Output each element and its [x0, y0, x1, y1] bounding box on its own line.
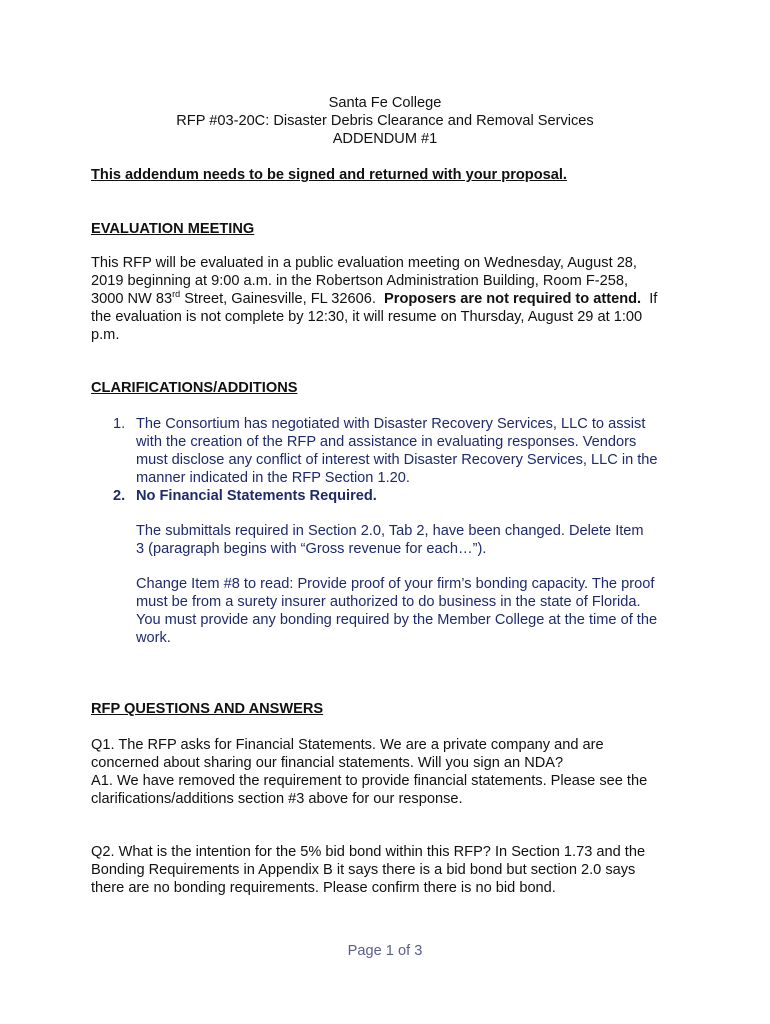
paragraph-line: The submittals required in Section 2.0, Tab 2, have been changed. Delete Item	[136, 523, 644, 539]
answer-line: clarifications/additions section #3 above for our response.	[91, 791, 463, 807]
ordinal-suffix: rd	[172, 289, 181, 299]
paragraph-line: Change Item #8 to read: Provide proof of your firm’s bonding capacity. The proof	[136, 576, 655, 592]
clarifications-heading: CLARIFICATIONS/ADDITIONS	[91, 380, 298, 396]
clarifications-list	[91, 415, 691, 505]
list-item	[91, 415, 691, 487]
item-line: must disclose any conflict of interest with Disaster Recovery Services, LLC in the	[136, 452, 658, 468]
evaluation-line: p.m.	[91, 327, 120, 343]
item-line: with the creation of the RFP and assistance in evaluating responses. Vendors	[136, 434, 637, 450]
question-line: Q2. What is the intention for the 5% bid bond within this RFP? In Section 1.73 and the	[91, 844, 646, 860]
evaluation-paragraph	[91, 254, 691, 344]
question-line: there are no bonding requirements. Please confirm there is no bid bond.	[91, 880, 556, 896]
answer-1	[91, 772, 691, 808]
question-line: Q1. The RFP asks for Financial Statements. We are a private company and are	[91, 737, 604, 753]
item-line: The Consortium has negotiated with Disaster Recovery Services, LLC to assist	[136, 416, 646, 432]
paragraph-line: You must provide any bonding required by the Member College at the time of the	[136, 612, 658, 628]
question-1	[91, 736, 691, 772]
bonding-paragraph	[136, 575, 696, 647]
answer-line: A1. We have removed the requirement to provide financial statements. Please see the	[91, 773, 648, 789]
item-number: 1.	[113, 416, 126, 432]
paragraph-line: work.	[136, 630, 171, 646]
evaluation-continuation: If	[641, 291, 658, 307]
paragraph-line: 3 (paragraph begins with “Gross revenue for each…”).	[136, 541, 487, 557]
evaluation-line: the evaluation is not complete by 12:30, it will resume on Thursday, August 29 at 1:00	[91, 309, 643, 325]
paragraph-line: must be from a surety insurer authorized to do business in the state of Florida.	[136, 594, 641, 610]
evaluation-line	[91, 290, 691, 308]
evaluation-heading: EVALUATION MEETING	[91, 221, 255, 237]
item-title: No Financial Statements Required.	[136, 488, 377, 504]
college-name: Santa Fe College	[328, 95, 442, 111]
question-line: concerned about sharing our financial statements. Will you sign an NDA?	[91, 755, 564, 771]
item-line: manner indicated in the RFP Section 1.20.	[136, 470, 410, 486]
address-street: Street, Gainesville, FL 32606.	[180, 291, 385, 307]
evaluation-line: 2019 beginning at 9:00 a.m. in the Robertson Administration Building, Room F-258,	[91, 273, 629, 289]
qa-heading: RFP QUESTIONS AND ANSWERS	[91, 701, 324, 717]
page-number: Page 1 of 3	[347, 943, 423, 959]
item-number: 2.	[113, 488, 126, 504]
addendum-label: ADDENDUM #1	[332, 131, 438, 147]
sign-return-notice: This addendum needs to be signed and returned with your proposal.	[91, 167, 567, 183]
question-line: Bonding Requirements in Appendix B it says there is a bid bond but section 2.0 says	[91, 862, 636, 878]
question-2	[91, 843, 691, 897]
list-item	[91, 487, 691, 505]
submittals-paragraph	[136, 522, 696, 558]
attendance-note: Proposers are not required to attend.	[384, 291, 642, 307]
evaluation-line: This RFP will be evaluated in a public evaluation meeting on Wednesday, August 28,	[91, 255, 637, 271]
rfp-title: RFP #03-20C: Disaster Debris Clearance and Removal Services	[176, 113, 594, 129]
address-number: 3000 NW 83	[91, 291, 173, 307]
